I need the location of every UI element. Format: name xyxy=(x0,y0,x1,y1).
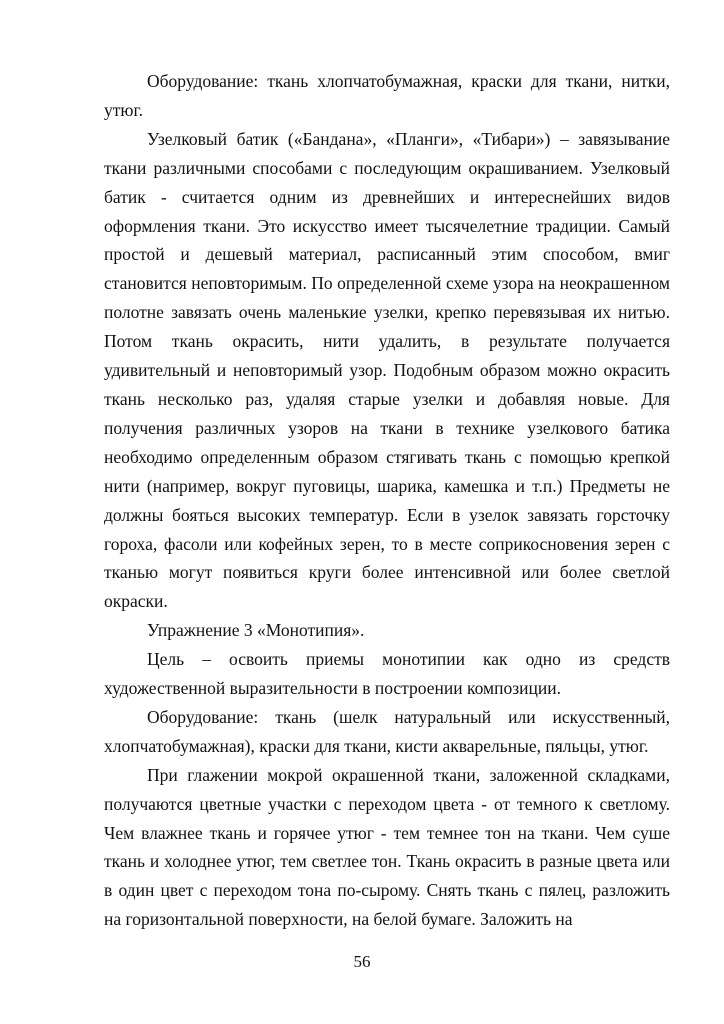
paragraph-equipment-2: Оборудование: ткань (шелк натуральный или искусственный, хлопчатобумажная), краски для ткани, кисти акварельные, пяльцы, утюг. xyxy=(104,706,670,756)
paragraph-knot-batik: Узелковый батик («Бандана», «Планги», «Тибари») – завязывание ткани различными способами с последующим окрашиванием. Узелковый батик - считается одним из древнейших и интереснейших видов оформления ткани. Это искусство имеет тысячелетние традиции. Самый простой и дешевый материал, расписанный этим способом, вмиг становится неповторимым. По определенной схеме узора на неокрашенном полотне завязать очень маленькие узелки, крепко перевязывая их нитью. Потом ткань окрасить, нити удалить, в результате получается удивительный и неповторимый узор. Подобным образом можно окрасить ткань несколько раз, удаляя старые узелки и добавляя новые. Для получения различных узоров на ткани в технике узелкового батика необходимо определенным образом стягивать ткань с помощью крепкой нити (например, вокруг пуговицы, шарика, камешка и т.п.) Предметы не должны бояться высоких температур. Если в узелок завязать горсточку гороха, фасоли или кофейных зерен, то в месте соприкосновения зерен с тканью могут появиться круги более интенсивной или более светлой окраски. xyxy=(104,128,670,612)
body-text xyxy=(104,67,670,934)
paragraph-goal: Цель – освоить приемы монотипии как одно из средств художественной выразительности в построении композиции. xyxy=(104,649,670,699)
exercise-heading: Упражнение 3 «Монотипия». xyxy=(147,620,365,641)
paragraph-ironing: При глажении мокрой окрашенной ткани, заложенной складками, получаются цветные участки с переходом цвета - от темного к светлому. Чем влажнее ткань и горячее утюг - тем темнее тон на ткани. Чем суше ткань и холоднее утюг, тем светлее тон. Ткань окрасить в разные цвета или в один цвет с переходом тона по-сырому. Снять ткань с пялец, разложить на горизонтальной поверхности, на белой бумаге. Заложить на xyxy=(104,764,670,930)
page-number: 56 xyxy=(353,952,371,971)
paragraph-equipment-1: Оборудование: ткань хлопчатобумажная, краски для ткани, нитки, утюг. xyxy=(104,71,670,120)
